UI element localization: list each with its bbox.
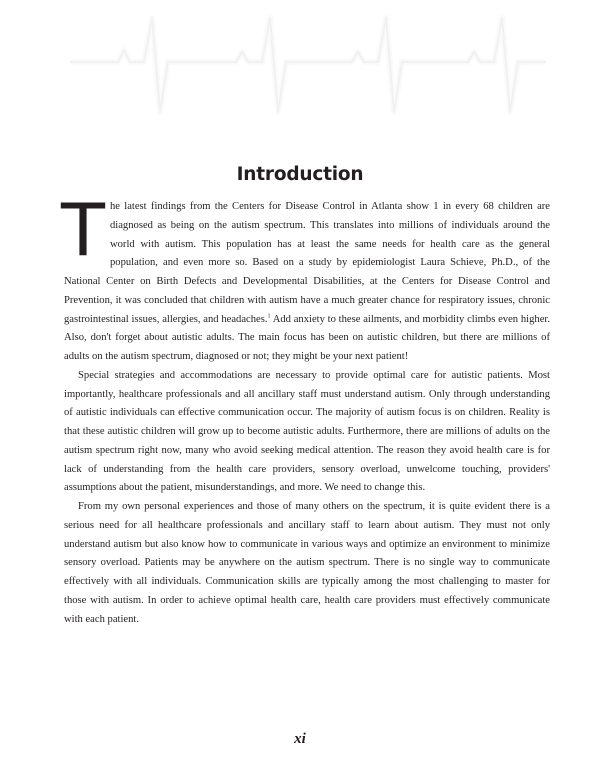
paragraph-1-text-a: he latest findings from the Centers for Disease Control in Atlanta show 1 in every 68 children are diagnosed as being on the autism spectrum. This translates into millions of individuals around the world with autism. This population has at least the same needs for health care as the general population, and even more so. Based on a study by epidemiologist Laura Schieve, Ph.D., of the National Center on Birth Defects and Developmental Disabilities, at the Centers for Disease Control and Prevention, it was concluded that children with autism have a much greater chance for respiratory issues, chronic gastrointestinal issues, allergies, and headaches. [64, 201, 550, 325]
page-title: Introduction [236, 164, 364, 185]
paragraph-3: From my own personal experiences and those of many others on the spectrum, it is quite evident there is a serious need for all healthcare professionals and ancillary staff to learn about autism. They must not only understand autism but also know how to communicate in various ways and optimize an environment to minimize sensory overload. Patients may be anywhere on the autism spectrum. There is no single way to communicate effectively with all individuals. Communication skills are typically among the most challenging to master for those with autism. In order to achieve optimal health care, health care providers must effectively communicate with each patient. [64, 501, 550, 625]
paragraph-1-text-b: Add anxiety to these ailments, and morbidity climbs even higher. Also, don't forget about autistic adults. The main focus has been on autistic children, but there are millions of adults on the autism spectrum, diagnosed or not; they might be your next patient! [64, 313, 550, 362]
body-text [61, 188, 550, 629]
page-number: xi [294, 731, 306, 747]
footnote-ref: 1 [267, 312, 271, 319]
paragraph-1 [61, 188, 550, 367]
heartbeat-line-icon [0, 0, 600, 135]
drop-cap: T [61, 188, 105, 272]
heartbeat-fade-line [70, 18, 546, 112]
paragraph-2: Special strategies and accommodations are necessary to provide optimal care for autistic patients. Most importantly, healthcare professionals and all ancillary staff must understand autism. Only through understanding of autistic individuals can effective communication occur. The majority of autism focus is on children. Reality is that these autistic children will grow up to become autistic adults. Furthermore, there are millions of adults on the autism spectrum right now, many who avoid seeking medical attention. The reason they avoid health care is for lack of understanding from the health care providers, sensory overload, unwelcome touching, providers' assumptions about the patient, misunderstandings, and more. We need to change this. [64, 369, 550, 494]
